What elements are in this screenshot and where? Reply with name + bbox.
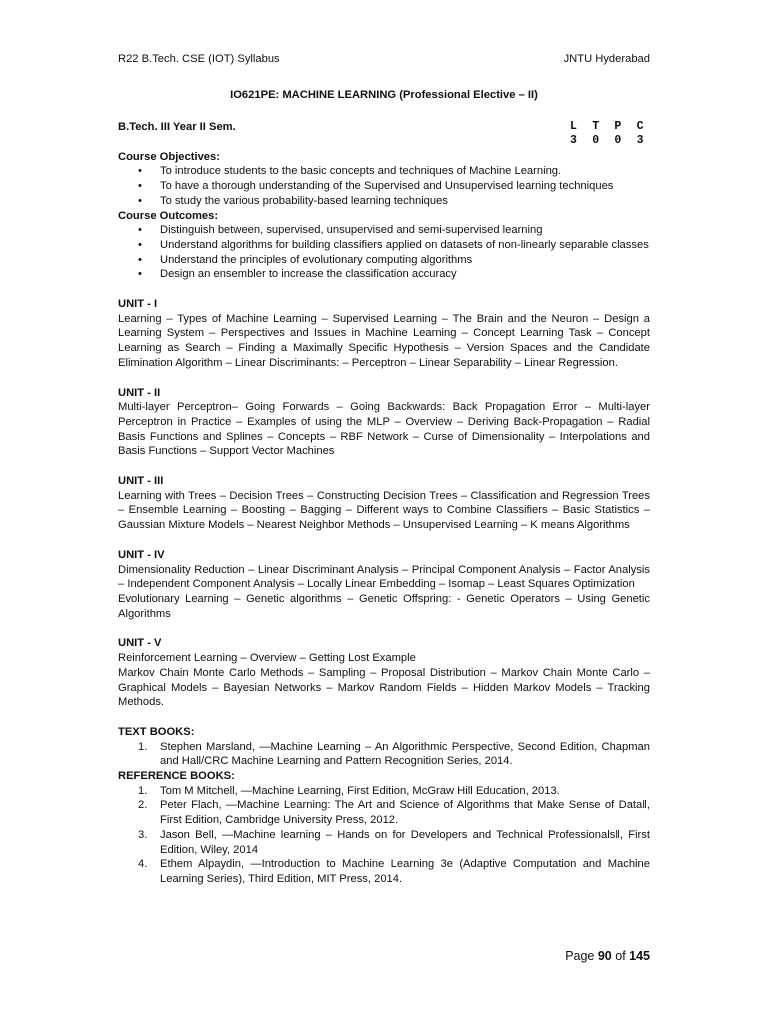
ltpc-table <box>570 120 644 149</box>
list-item: • Understand algorithms for building classifiers applied on datasets of non-linearly separable classes <box>160 238 650 253</box>
list-item: • Design an ensembler to increase the classification accuracy <box>160 267 650 282</box>
outcomes-list <box>118 223 650 282</box>
list-item: 2. Peter Flach, —Machine Learning: The Art and Science of Algorithms that Make Sense of Data‖, First Edition, Cambridge University Press, 2012. <box>138 799 650 827</box>
unit-2 <box>118 386 650 460</box>
books-section <box>118 725 650 887</box>
unit-content: Reinforcement Learning – Overview – Getting Lost Example <box>118 652 416 665</box>
unit-4 <box>118 548 650 622</box>
outcomes-heading: Course Outcomes: <box>118 209 219 222</box>
unit-title: UNIT - V <box>118 637 162 650</box>
unit-content: Learning with Trees – Decision Trees – Constructing Decision Trees – Classification and Regression Trees – Ensemble Learning – Boosting – Bagging – Different ways to Combine Classifiers – Basic Statistics – Gaussian Mixture Models – Nearest Neighbor Methods – Unsupervised Learning – K means Algorithms <box>118 489 650 532</box>
objectives-heading: Course Objectives: <box>118 150 220 163</box>
unit-3 <box>118 474 650 533</box>
page-number: Page 90 of 145 <box>565 949 650 963</box>
unit-1 <box>118 297 650 371</box>
unit-content: Learning – Types of Machine Learning – Supervised Learning – The Brain and the Neuron – Design a Learning System – Perspectives and Issues in Machine Learning – Concept Learning Task – Concept Learning as Search – Finding a Maximally Specific Hypothesis – Version Spaces and the Candidate Elimination Algorithm – Linear Discriminants: – Perceptron – Linear Separability – Linear Regression. <box>118 312 650 369</box>
unit-title: UNIT - IV <box>118 548 165 561</box>
ltpc-labels: L T P C <box>569 119 644 133</box>
unit-5 <box>118 636 650 710</box>
header-left: R22 B.Tech. CSE (IOT) Syllabus <box>118 53 280 65</box>
list-item: 4. Ethem Alpaydin, —Introduction to Machine Learning 3e (Adaptive Computation and Machine Learning Series), Third Edition, MIT Press, 2014. <box>138 858 650 885</box>
list-item: 1. Tom M Mitchell, —Machine Learning, First Edition, McGraw Hill Education, 2013. <box>138 784 560 797</box>
unit-content: Multi-layer Perceptron– Going Forwards – Going Backwards: Back Propagation Error – Multi-layer Perceptron in Practice – Examples of using the MLP – Overview – Deriving Back-Propagation – Radial Basis Functions and Splines – Concepts – RBF Network – Curse of Dimensionality – Interpolations and Basis Functions – Support Vector Machines <box>118 401 650 458</box>
list-item: • Distinguish between, supervised, unsupervised and semi-supervised learning <box>160 223 650 238</box>
list-item: • Understand the principles of evolutionary computing algorithms <box>160 253 650 268</box>
unit-content: Dimensionality Reduction – Linear Discriminant Analysis – Principal Component Analysis – Factor Analysis – Independent Component Analysis – Locally Linear Embedding – Isomap – Least Squares Optimization <box>118 563 650 591</box>
unit-title: UNIT - II <box>118 386 161 399</box>
list-item: • To study the various probability-based learning techniques <box>160 194 650 209</box>
text-books-heading: TEXT BOOKS: <box>118 725 195 738</box>
list-item: • To have a thorough understanding of the Supervised and Unsupervised learning techniques <box>160 179 650 194</box>
text-books-list <box>118 740 650 769</box>
unit-content: Markov Chain Monte Carlo Methods – Sampling – Proposal Distribution – Markov Chain Monte Carlo – Graphical Models – Bayesian Networks – Markov Random Fields – Hidden Markov Models – Tracking Methods. <box>118 666 650 709</box>
semester-row <box>118 120 650 150</box>
page-content <box>118 88 650 887</box>
unit-title: UNIT - I <box>118 298 158 311</box>
list-item: 1. Stephen Marsland, —Machine Learning – An Algorithmic Perspective, Second Edition, Chapman and Hall/CRC Machine Learning and Pattern Recognition Series, 2014. <box>138 740 650 768</box>
ltpc-values: 3 0 0 3 <box>569 134 644 148</box>
reference-books-heading: REFERENCE BOOKS: <box>118 770 235 783</box>
reference-books-list <box>118 784 650 887</box>
list-item: 3. Jason Bell, —Machine learning – Hands on for Developers and Technical Professionals‖, First Edition, Wiley, 2014 <box>138 828 650 856</box>
course-title: IO621PE: MACHINE LEARNING (Professional Elective – II) <box>230 89 538 101</box>
objectives-list <box>118 164 650 208</box>
unit-title: UNIT - III <box>118 475 164 488</box>
unit-content: Evolutionary Learning – Genetic algorithms – Genetic Offspring: - Genetic Operators – Using Genetic Algorithms <box>118 592 650 620</box>
header-right: JNTU Hyderabad <box>563 53 650 65</box>
list-item: • To introduce students to the basic concepts and techniques of Machine Learning. <box>160 164 650 179</box>
semester-label: B.Tech. III Year II Sem. <box>118 120 236 133</box>
